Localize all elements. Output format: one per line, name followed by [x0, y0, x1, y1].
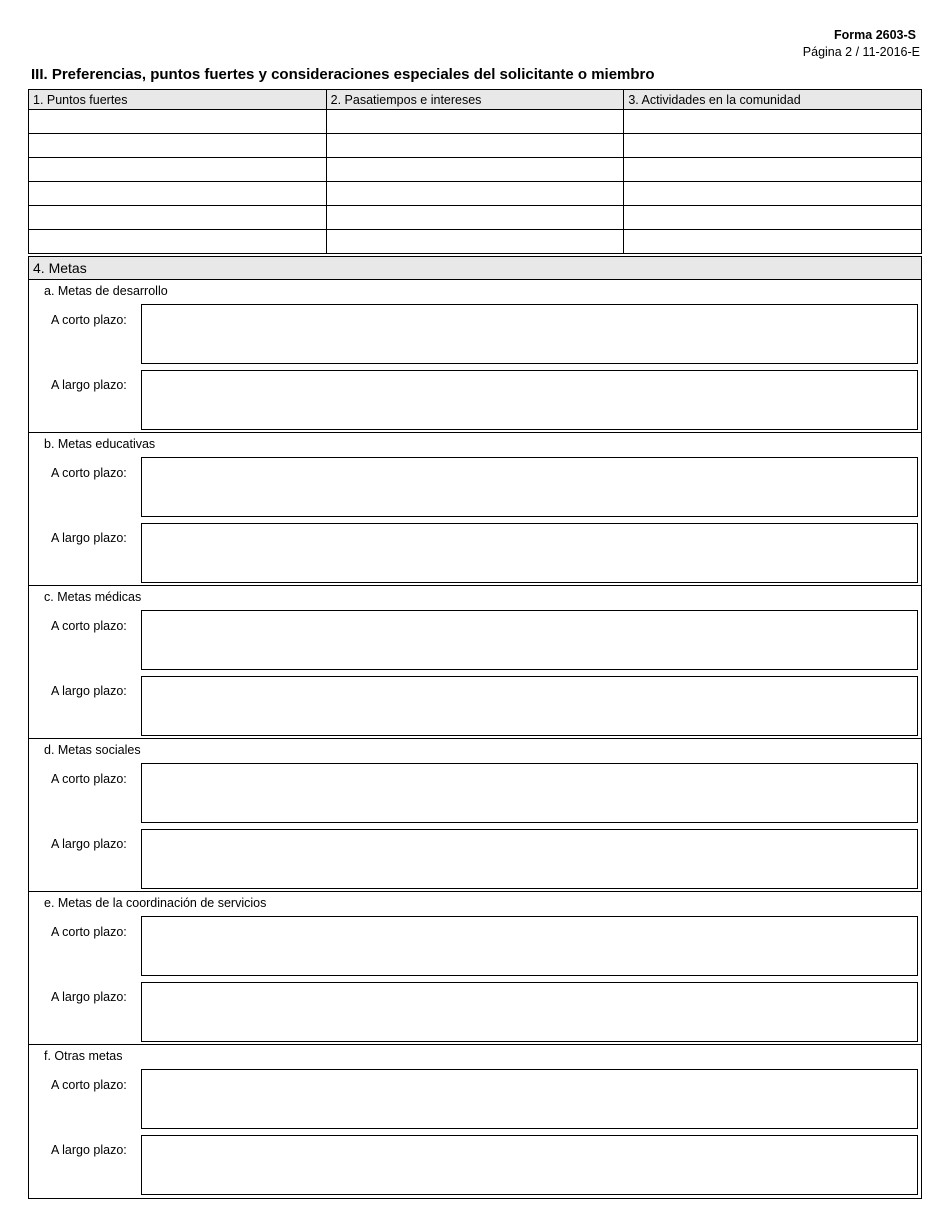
- short-term-field[interactable]: [141, 457, 918, 517]
- column-header-hobbies: 2. Pasatiempos e intereses: [326, 90, 624, 110]
- column-header-strengths: 1. Puntos fuertes: [29, 90, 327, 110]
- short-term-label: A corto plazo:: [51, 619, 127, 633]
- goal-educational: [29, 433, 921, 586]
- table-cell[interactable]: [624, 206, 922, 230]
- table-cell[interactable]: [29, 206, 327, 230]
- table-cell[interactable]: [326, 110, 624, 134]
- form-number: Forma 2603-S: [834, 28, 916, 42]
- goal-title: d. Metas sociales: [44, 743, 141, 757]
- section-title: III. Preferencias, puntos fuertes y consideraciones especiales del solicitante o miembro: [31, 66, 655, 83]
- short-term-label: A corto plazo:: [51, 313, 127, 327]
- long-term-label: A largo plazo:: [51, 684, 127, 698]
- short-term-field[interactable]: [141, 916, 918, 976]
- table-cell[interactable]: [29, 182, 327, 206]
- long-term-field[interactable]: [141, 676, 918, 736]
- goals-section: [28, 256, 922, 1199]
- short-term-field[interactable]: [141, 1069, 918, 1129]
- table-cell[interactable]: [29, 230, 327, 254]
- long-term-label: A largo plazo:: [51, 378, 127, 392]
- preferences-table: [28, 89, 922, 254]
- table-cell[interactable]: [624, 158, 922, 182]
- long-term-label: A largo plazo:: [51, 531, 127, 545]
- goal-title: e. Metas de la coordinación de servicios: [44, 896, 267, 910]
- short-term-label: A corto plazo:: [51, 1078, 127, 1092]
- page-info: Página 2 / 11-2016-E: [802, 45, 920, 59]
- long-term-label: A largo plazo:: [51, 990, 127, 1004]
- short-term-label: A corto plazo:: [51, 772, 127, 786]
- table-cell[interactable]: [326, 182, 624, 206]
- table-row: [29, 206, 922, 230]
- table-row: [29, 110, 922, 134]
- long-term-field[interactable]: [141, 982, 918, 1042]
- short-term-field[interactable]: [141, 304, 918, 364]
- table-cell[interactable]: [326, 158, 624, 182]
- column-header-community: 3. Actividades en la comunidad: [624, 90, 922, 110]
- goal-title: c. Metas médicas: [44, 590, 142, 604]
- table-row: [29, 134, 922, 158]
- table-cell[interactable]: [624, 182, 922, 206]
- table-cell[interactable]: [624, 134, 922, 158]
- long-term-field[interactable]: [141, 829, 918, 889]
- long-term-field[interactable]: [141, 370, 918, 430]
- goal-service-coordination: [29, 892, 921, 1045]
- goal-title: a. Metas de desarrollo: [44, 284, 168, 298]
- table-cell[interactable]: [326, 134, 624, 158]
- table-row: [29, 230, 922, 254]
- short-term-label: A corto plazo:: [51, 925, 127, 939]
- short-term-field[interactable]: [141, 763, 918, 823]
- long-term-label: A largo plazo:: [51, 1143, 127, 1157]
- goals-heading: 4. Metas: [29, 257, 921, 280]
- short-term-label: A corto plazo:: [51, 466, 127, 480]
- goal-medical: [29, 586, 921, 739]
- goal-social: [29, 739, 921, 892]
- goal-other: [29, 1045, 921, 1198]
- table-cell[interactable]: [29, 110, 327, 134]
- table-cell[interactable]: [29, 158, 327, 182]
- short-term-field[interactable]: [141, 610, 918, 670]
- table-cell[interactable]: [326, 230, 624, 254]
- long-term-label: A largo plazo:: [51, 837, 127, 851]
- goal-title: b. Metas educativas: [44, 437, 156, 451]
- table-row: [29, 182, 922, 206]
- table-cell[interactable]: [624, 110, 922, 134]
- table-cell[interactable]: [29, 134, 327, 158]
- goal-title: f. Otras metas: [44, 1049, 123, 1063]
- table-cell[interactable]: [624, 230, 922, 254]
- table-row: [29, 158, 922, 182]
- table-cell[interactable]: [326, 206, 624, 230]
- long-term-field[interactable]: [141, 1135, 918, 1195]
- goal-developmental: [29, 280, 921, 433]
- long-term-field[interactable]: [141, 523, 918, 583]
